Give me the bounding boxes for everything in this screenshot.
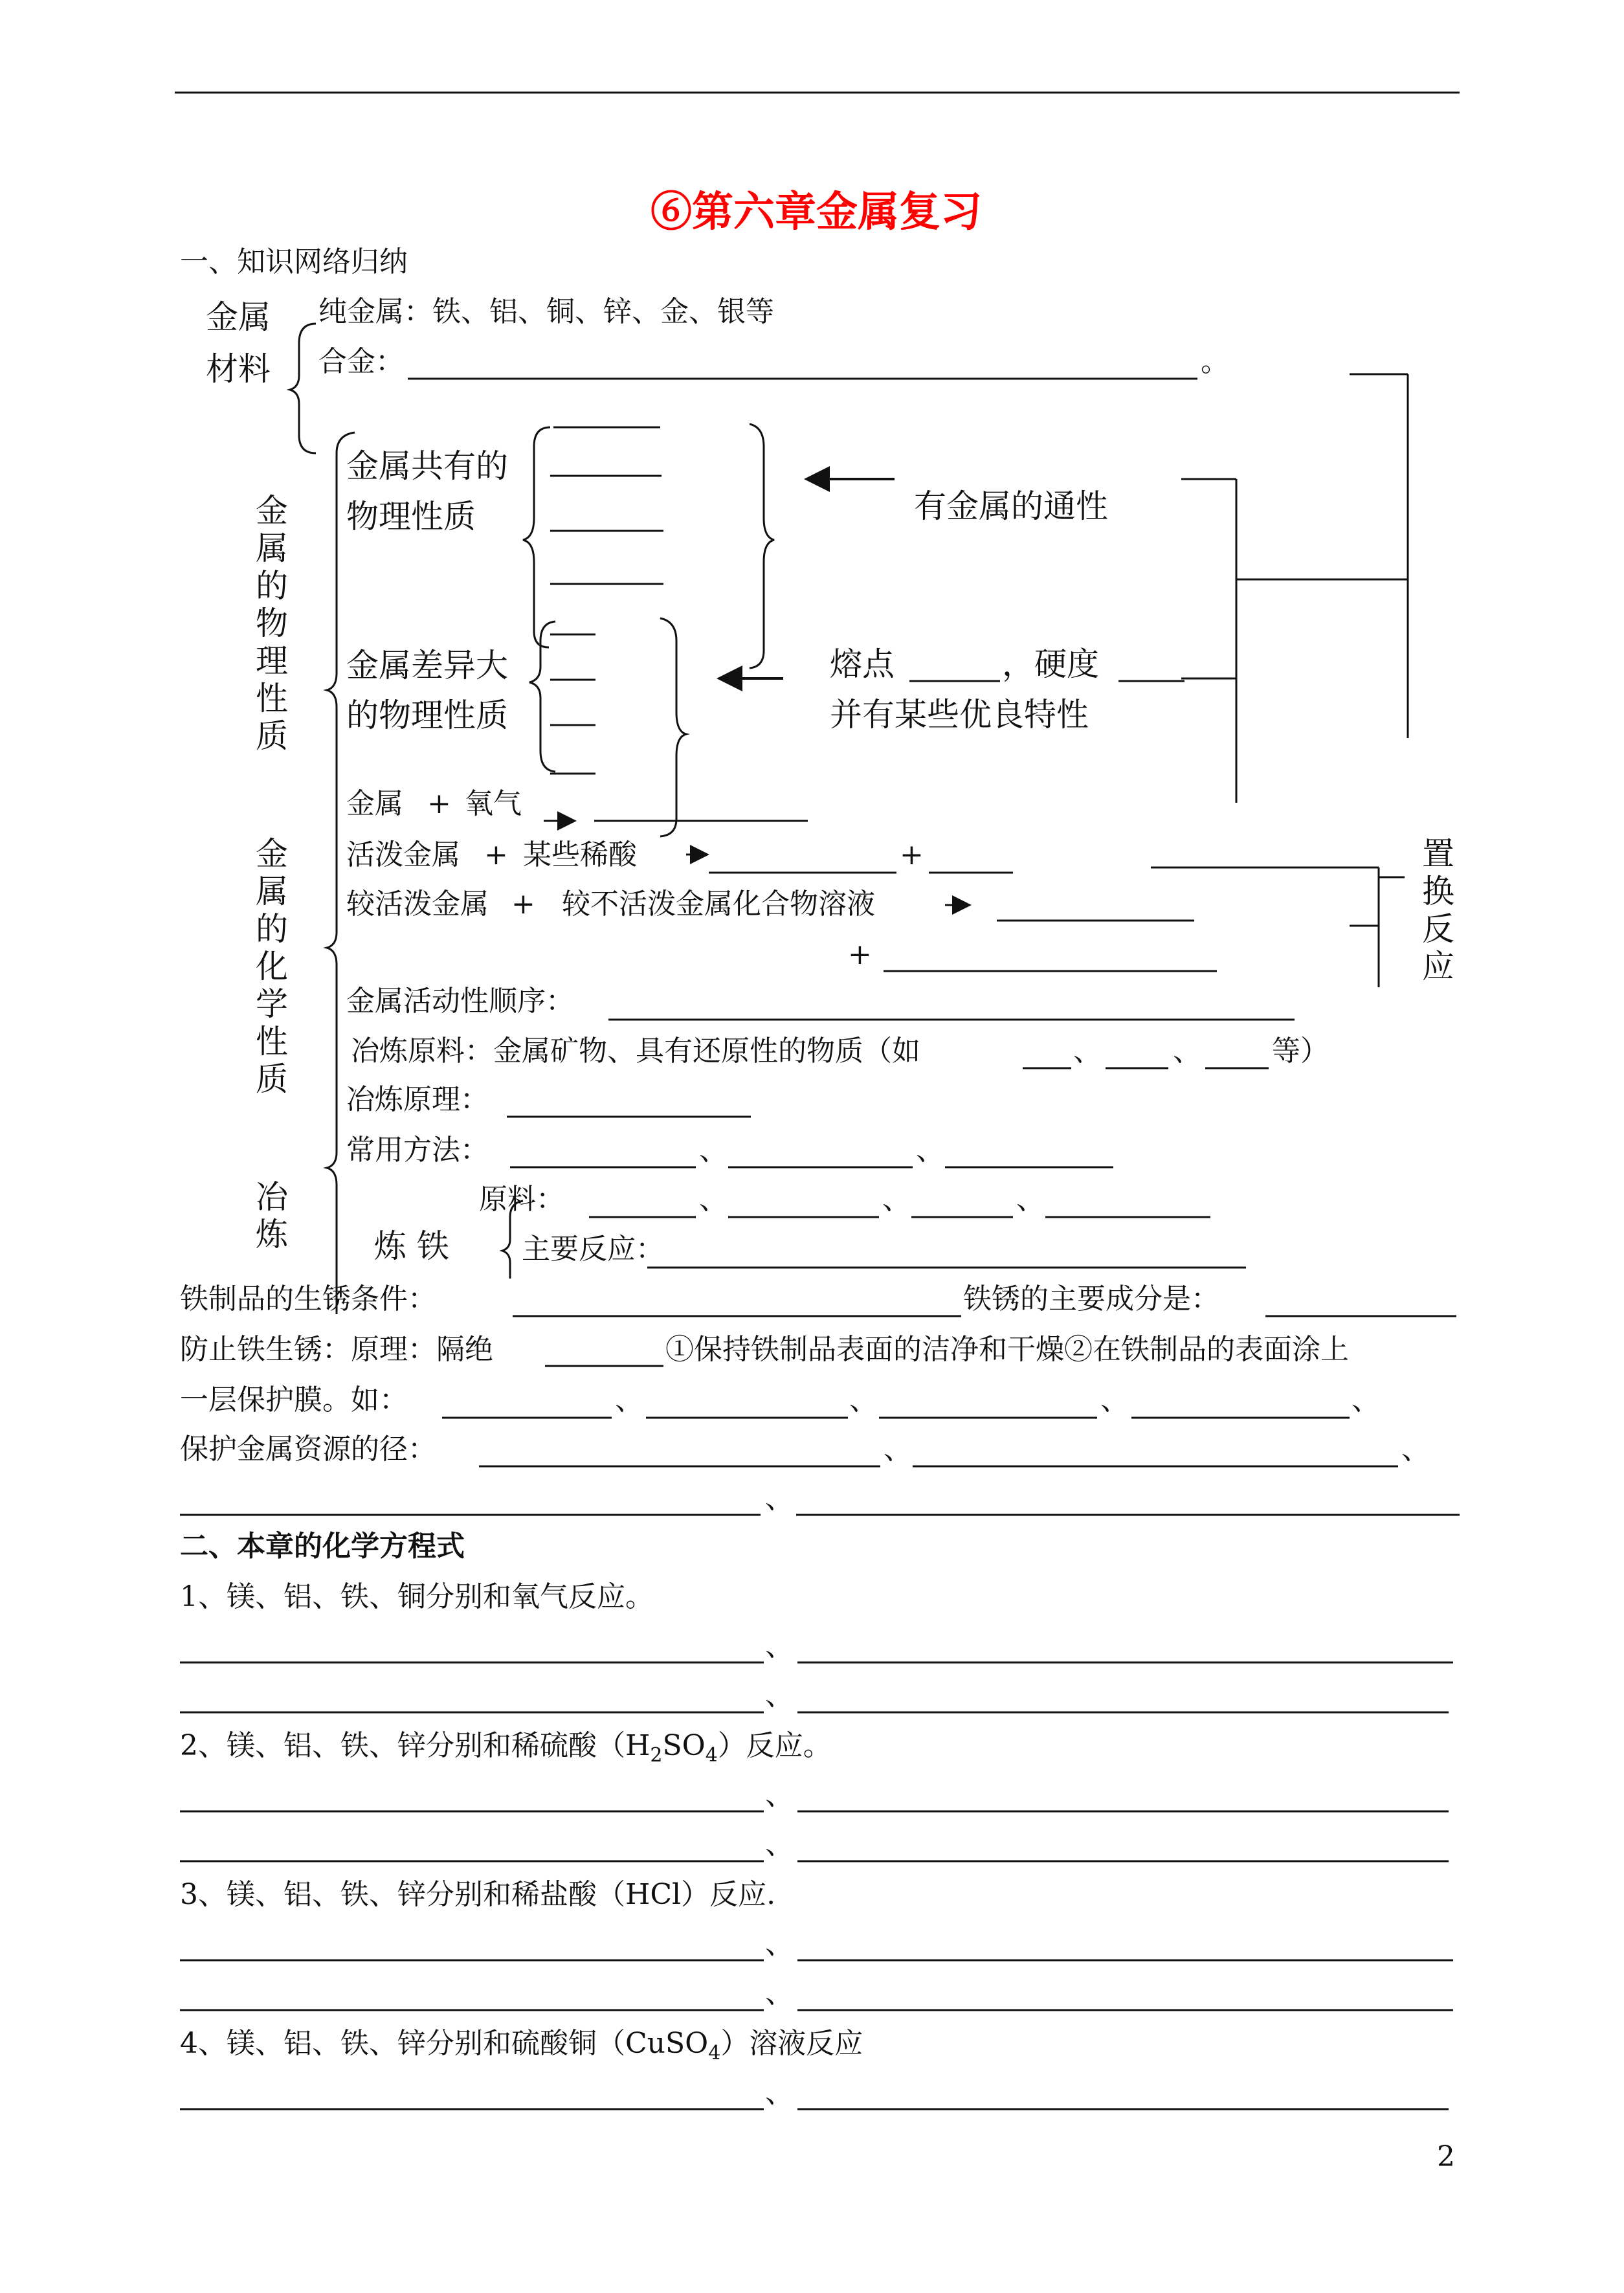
rust-prevent: 防止铁生锈：原理：隔绝 (180, 1333, 493, 1366)
iron-sep3: 、 (1016, 1183, 1045, 1216)
q1-sep2: 、 (765, 1679, 794, 1712)
chemical-brace (327, 803, 337, 1029)
q2-sep2: 、 (765, 1828, 794, 1861)
q4-sep1: 、 (765, 2076, 794, 2109)
section2-heading: 二、本章的化学方程式 (180, 1530, 465, 1563)
question-1: 1、镁、铝、铁、铜分别和氧气反应。 (180, 1580, 654, 1613)
coat-sep3: 、 (1100, 1383, 1129, 1416)
common-props-brace (523, 427, 550, 647)
smelting-methods: 常用方法： (346, 1134, 489, 1167)
question-3: 3、镁、铝、铁、锌分别和稀盐酸（HCl）反应. (180, 1878, 776, 1911)
protect-sep3: 、 (765, 1482, 794, 1515)
q1-sep1: 、 (765, 1629, 794, 1662)
pure-metal-text: 纯金属：铁、铝、铜、锌、金、银等 (318, 295, 774, 328)
smelting-brace (327, 1029, 337, 1314)
question-2: 2、镁、铝、铁、锌分别和稀硫酸$(H_2SO_4)$反应。 (180, 1729, 832, 1767)
physical-side-label: 金属的物理性质 (256, 492, 288, 755)
hardness-label: ，硬度 (1002, 645, 1099, 683)
question-4: 4、镁、铝、铁、锌分别和硫酸铜（CuSO$_4$）溶液反应 (180, 2027, 863, 2064)
melting-label: 熔点 (830, 645, 895, 683)
methods-sep2: 、 (916, 1134, 944, 1167)
methods-sep1: 、 (699, 1134, 728, 1167)
smelting-side-label: 冶炼 (256, 1178, 288, 1253)
iron-sep2: 、 (882, 1183, 911, 1216)
rust-coat: 一层保护膜。如： (180, 1383, 408, 1416)
chem-row1-plus: + (427, 787, 451, 820)
physical-brace (327, 432, 355, 803)
diff-props-right-brace (660, 618, 686, 836)
iron-raw-label: 原料： (479, 1183, 564, 1216)
common-props-line1: 金属共有的 (346, 447, 508, 485)
activity-label: 金属活动性顺序： (346, 985, 574, 1018)
coat-sep2: 、 (849, 1383, 878, 1416)
chem-row2-b: 某些稀酸 (523, 838, 637, 871)
chem-row3-plus2: + (848, 938, 872, 971)
protect-sep2: 、 (1401, 1433, 1430, 1466)
alloy-end: 。 (1201, 345, 1229, 378)
q3-sep1: 、 (765, 1927, 794, 1960)
section1-heading: 一、知识网络归纳 (180, 245, 408, 278)
iron-label: 炼 铁 (374, 1227, 449, 1265)
chem-row2-plus2: + (900, 838, 924, 871)
smelting-raw-sep2: 、 (1173, 1035, 1201, 1068)
iron-main-reaction: 主要反应： (522, 1233, 664, 1266)
page-title: ⑥第六章金属复习 (651, 188, 982, 236)
common-note: 有金属的通性 (914, 487, 1108, 525)
diff-props-brace (529, 621, 555, 772)
coat-sep4: 、 (1351, 1383, 1380, 1416)
protect-sep1: 、 (884, 1433, 912, 1466)
smelting-raw-sep1: 、 (1073, 1035, 1102, 1068)
common-props-right-brace (750, 424, 774, 668)
smelting-raw: 冶炼原料：金属矿物、具有还原性的物质（如 (351, 1035, 920, 1068)
chemical-side-label: 金属的化学性质 (256, 835, 288, 1098)
chem-row1-a: 金属 (346, 787, 403, 820)
diff-props-line1: 金属差异大 (346, 647, 508, 684)
rust-conditions: 铁制品的生锈条件： (180, 1282, 436, 1315)
q3-sep2: 、 (765, 1976, 794, 2009)
chem-row2-a: 活泼金属 (346, 838, 460, 871)
protect-label: 保护金属资源的径： (180, 1433, 436, 1466)
coat-sep1: 、 (615, 1383, 643, 1416)
smelting-principle: 冶炼原理： (346, 1083, 489, 1116)
special-note: 并有某些优良特性 (830, 696, 1089, 733)
materials-label-line2: 材料 (206, 350, 271, 388)
smelting-raw-end: 等） (1272, 1035, 1329, 1068)
rust-prevent-tail: ①保持铁制品表面的洁净和干燥②在铁制品的表面涂上 (665, 1333, 1349, 1366)
q2-sep1: 、 (765, 1778, 794, 1811)
materials-label-line1: 金属 (206, 298, 271, 336)
diff-props-line2: 的物理性质 (346, 697, 508, 734)
chem-row3-a: 较活泼金属 (346, 888, 489, 921)
displacement-label: 置换反应 (1422, 835, 1454, 985)
alloy-label: 合金： (318, 345, 404, 378)
page-number: 2 (1437, 2140, 1455, 2173)
chem-row2-plus: + (484, 838, 508, 871)
chem-row1-b: 氧气 (465, 787, 522, 820)
iron-sep1: 、 (699, 1183, 728, 1216)
chem-row3-plus: + (511, 888, 535, 921)
rust-main-component: 铁锈的主要成分是： (963, 1282, 1219, 1315)
common-props-line2: 物理性质 (346, 498, 476, 535)
materials-brace (290, 324, 316, 453)
chem-row3-b: 较不活泼金属化合物溶液 (562, 888, 875, 921)
